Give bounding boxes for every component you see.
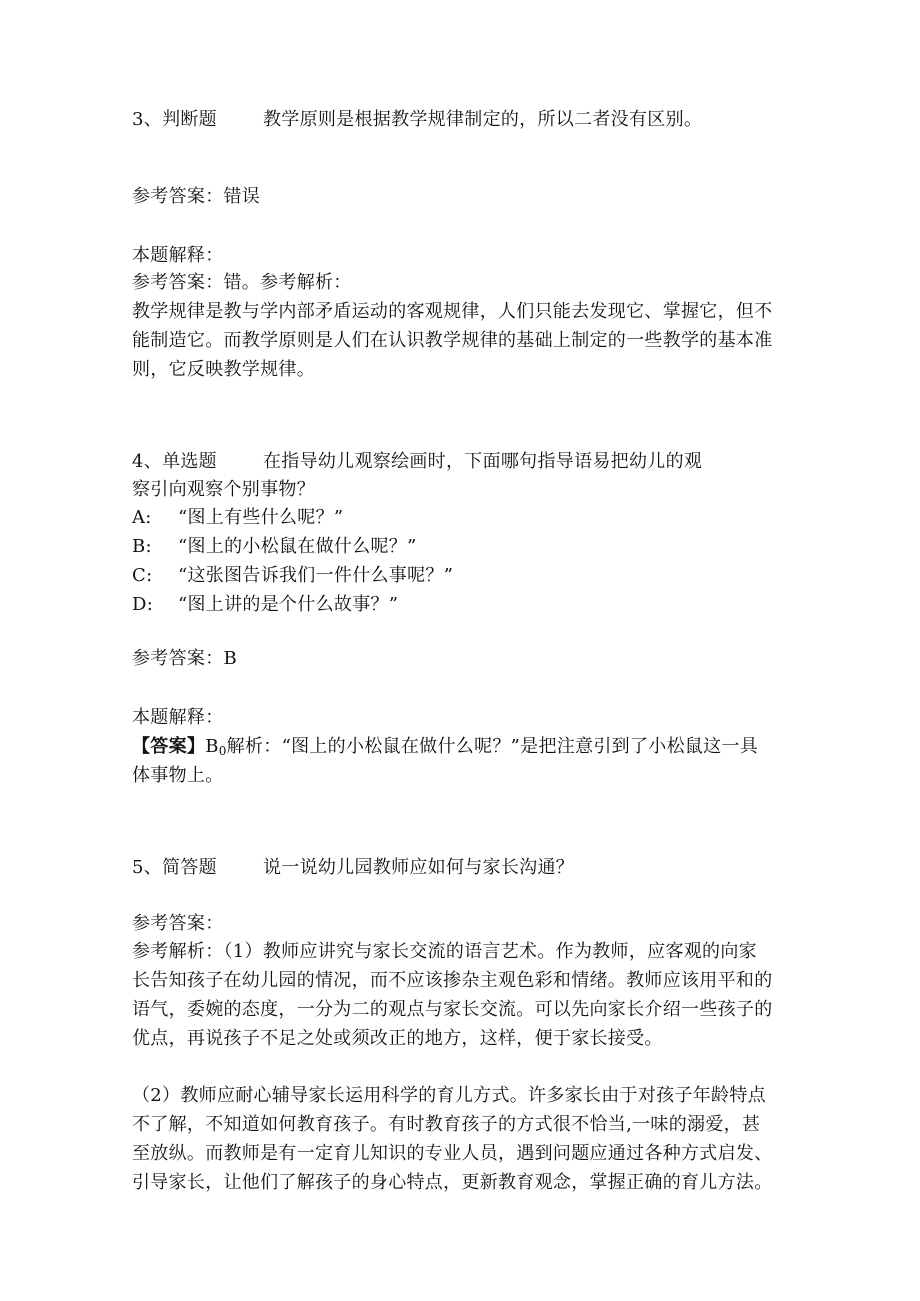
q4-option-a bbox=[132, 505, 343, 531]
q5-stem: 说一说幼儿园教师应如何与家长沟通？ bbox=[262, 857, 575, 878]
q3-answer bbox=[132, 184, 260, 210]
q4-option-d bbox=[132, 592, 398, 618]
q5-para2-line: 不了解，不知道如何教育孩子。有时教育孩子的方式很不恰当,一味的溺爱，甚 bbox=[132, 1114, 761, 1135]
q5-answer-label: 参考答案： bbox=[132, 913, 224, 934]
q4-answer-value: B bbox=[223, 648, 238, 669]
option-key: B: bbox=[132, 536, 152, 557]
q4-answer bbox=[132, 646, 237, 672]
explain-answer: B bbox=[205, 736, 219, 757]
q4-answer-label: 参考答案： bbox=[132, 648, 224, 669]
q4-explain-line1 bbox=[132, 734, 758, 764]
q3-explain-line: 能制造它。而教学原则是人们在认识教学规律的基础上制定的一些教学的基本准 bbox=[132, 330, 773, 351]
q4-option-b bbox=[132, 534, 417, 560]
explain-subscript: 0 bbox=[218, 744, 227, 758]
q5-number: 5、 bbox=[132, 857, 163, 878]
q3-explain-line: 教学规律是教与学内部矛盾运动的客观规律，人们只能去发现它、掌握它，但不 bbox=[132, 301, 773, 322]
q4-type: 单选题 bbox=[162, 451, 217, 472]
q5-para2-line: 引导家长，让他们了解孩子的身心特点，更新教育观念，掌握正确的育儿方法。 bbox=[132, 1172, 773, 1193]
q4-stem-line2: 察引向观察个别事物？ bbox=[132, 479, 315, 500]
option-key: D: bbox=[132, 594, 154, 615]
q3-header bbox=[132, 107, 702, 133]
q4-explain-label: 本题解释： bbox=[132, 707, 224, 728]
q4-header bbox=[132, 449, 702, 475]
q5-type: 简答题 bbox=[162, 857, 217, 878]
answer-tag: 【答案】 bbox=[132, 736, 206, 757]
q3-explain-line: 参考答案：错。参考解析： bbox=[132, 272, 352, 293]
q3-type: 判断题 bbox=[162, 109, 217, 130]
q5-para1-line: 优点，再说孩子不足之处或须改正的地方，这样，便于家长接受。 bbox=[132, 1028, 663, 1049]
option-key: C: bbox=[132, 565, 153, 586]
option-key: A: bbox=[132, 507, 152, 528]
explain-text: 解析：“图上的小松鼠在做什么呢？”是把注意引到了小松鼠这一具 bbox=[226, 736, 759, 757]
q4-explain-line2: 体事物上。 bbox=[132, 765, 224, 786]
q5-para1-line: 参考解析：（1）教师应讲究与家长交流的语言艺术。作为教师，应客观的向家 bbox=[132, 941, 757, 962]
option-text: “图上的小松鼠在做什么呢？” bbox=[178, 536, 417, 557]
q3-explain-label: 本题解释： bbox=[132, 245, 224, 266]
q5-para2-line: 至放纵。而教师是有一定育儿知识的专业人员，遇到问题应通过各种方式启发、 bbox=[132, 1143, 773, 1164]
q3-answer-value: 错误 bbox=[223, 186, 261, 207]
q5-para1-line: 长告知孩子在幼儿园的情况，而不应该掺杂主观色彩和情绪。教师应该用平和的 bbox=[132, 970, 773, 991]
q5-header bbox=[132, 855, 574, 881]
q4-option-c bbox=[132, 563, 453, 589]
q3-stem: 教学原则是根据教学规律制定的，所以二者没有区别。 bbox=[262, 109, 703, 130]
option-text: “图上有些什么呢？” bbox=[178, 507, 344, 528]
q4-stem-line1: 在指导幼儿观察绘画时，下面哪句指导语易把幼儿的观 bbox=[262, 451, 703, 472]
q5-para1-line: 语气，委婉的态度，一分为二的观点与家长交流。可以先向家长介绍一些孩子的 bbox=[132, 999, 773, 1020]
q3-answer-label: 参考答案： bbox=[132, 186, 224, 207]
q4-number: 4、 bbox=[132, 451, 163, 472]
q3-explain-line: 则，它反映教学规律。 bbox=[132, 359, 315, 380]
option-text: “这张图告诉我们一件什么事呢？” bbox=[178, 565, 454, 586]
q3-number: 3、 bbox=[132, 109, 163, 130]
q5-para2-line: （2）教师应耐心辅导家长运用科学的育儿方式。许多家长由于对孩子年龄特点 bbox=[132, 1085, 766, 1106]
option-text: “图上讲的是个什么故事？” bbox=[178, 594, 399, 615]
